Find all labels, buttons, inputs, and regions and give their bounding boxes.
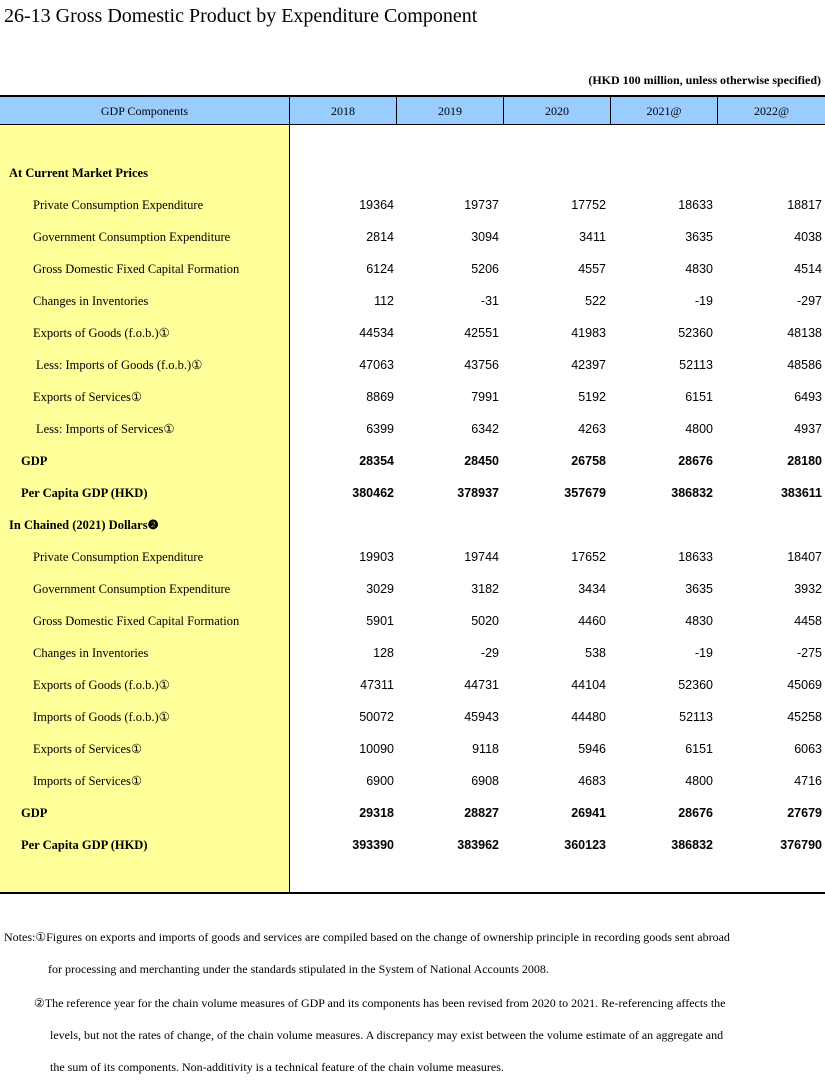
cell-value: 3434	[578, 582, 606, 596]
cell-value: 386832	[671, 838, 713, 852]
cell-value: 378937	[457, 486, 499, 500]
cell-value: 393390	[352, 838, 394, 852]
row-label: Private Consumption Expenditure	[33, 198, 204, 212]
cell-value: 52113	[679, 710, 713, 724]
cell-value: 5020	[471, 614, 499, 628]
row-label: Exports of Goods (f.o.b.)①	[33, 678, 170, 692]
cell-value: 48138	[787, 326, 822, 340]
cell-value: 28676	[678, 454, 713, 468]
cell-value: 18817	[787, 198, 822, 212]
cell-value: 17652	[571, 550, 606, 564]
cell-value: 18633	[678, 198, 713, 212]
table-row	[0, 829, 825, 861]
table-row	[0, 445, 825, 477]
cell-value: 7991	[471, 390, 499, 404]
gdp-table	[0, 95, 825, 893]
cell-value: 5192	[578, 390, 606, 404]
page-title: 26-13 Gross Domestic Product by Expenditure Component	[4, 5, 478, 27]
cell-value: -29	[480, 646, 499, 660]
header-year: 2019	[397, 97, 504, 125]
row-label: Exports of Goods (f.o.b.)①	[33, 326, 170, 340]
cell-value: 6900	[366, 774, 394, 788]
cell-value: 383611	[780, 486, 822, 500]
cell-value: 6908	[471, 774, 499, 788]
row-label: Imports of Goods (f.o.b.)①	[33, 710, 170, 724]
cell-value: 50072	[359, 710, 394, 724]
cell-value: 45069	[787, 678, 822, 692]
section-row	[0, 509, 825, 541]
row-label: Changes in Inventories	[33, 294, 149, 308]
cell-value: 4038	[794, 230, 822, 244]
cell-value: 6342	[471, 422, 499, 436]
cell-value: 52360	[678, 326, 713, 340]
row-label: Government Consumption Expenditure	[33, 230, 231, 244]
cell-value: 47311	[360, 678, 394, 692]
table-row	[0, 765, 825, 797]
cell-value: 44731	[464, 678, 499, 692]
cell-value: 44480	[571, 710, 606, 724]
row-label: Per Capita GDP (HKD)	[21, 838, 148, 852]
cell-value: 10090	[359, 742, 394, 756]
header-year: 2020	[504, 97, 611, 125]
cell-value: 28450	[464, 454, 499, 468]
cell-value: 360123	[564, 838, 606, 852]
cell-value: 6399	[366, 422, 394, 436]
cell-value: 19364	[359, 198, 394, 212]
table-row	[0, 541, 825, 573]
cell-value: 128	[373, 646, 394, 660]
table-row	[0, 669, 825, 701]
cell-value: 48586	[787, 358, 822, 372]
cell-value: 19737	[464, 198, 499, 212]
cell-value: 4557	[578, 262, 606, 276]
cell-value: 26941	[571, 806, 606, 820]
row-label: Less: Imports of Goods (f.o.b.)①	[36, 358, 203, 372]
cell-value: 376790	[780, 838, 822, 852]
cell-value: 47063	[359, 358, 394, 372]
cell-value: 42551	[464, 326, 499, 340]
cell-value: 386832	[671, 486, 713, 500]
cell-value: -31	[480, 294, 499, 308]
cell-value: 44104	[571, 678, 606, 692]
row-label: GDP	[21, 454, 48, 468]
cell-value: 52113	[679, 358, 713, 372]
cell-value: 5946	[578, 742, 606, 756]
cell-value: 27679	[787, 806, 822, 820]
header-year: 2021@	[611, 97, 718, 125]
cell-value: -275	[796, 646, 822, 660]
cell-value: 6151	[685, 390, 713, 404]
cell-value: 357679	[564, 486, 606, 500]
cell-value: 3411	[579, 230, 606, 244]
cell-value: 19903	[359, 550, 394, 564]
cell-value: 44534	[359, 326, 394, 340]
cell-value: 45943	[464, 710, 499, 724]
note-line: ②The reference year for the chain volume measures of GDP and its components has been revised from 2020 to 2021. Re-referencing affects the	[34, 996, 726, 1010]
header-year: 2022@	[753, 104, 790, 118]
cell-value: 28827	[464, 806, 499, 820]
cell-value: 5901	[366, 614, 394, 628]
header-components: GDP Components	[0, 97, 290, 125]
cell-value: 3635	[685, 230, 713, 244]
table-row	[0, 253, 825, 285]
cell-value: 42397	[571, 358, 606, 372]
row-label: Changes in Inventories	[33, 646, 149, 660]
table-row	[0, 733, 825, 765]
cell-value: 4937	[794, 422, 822, 436]
table-row	[0, 605, 825, 637]
cell-value: 4800	[685, 422, 713, 436]
section-label: At Current Market Prices	[9, 166, 148, 180]
table-bottom-rule	[0, 892, 825, 894]
cell-value: 6151	[685, 742, 713, 756]
row-label: Exports of Services①	[33, 390, 143, 404]
cell-value: 18407	[787, 550, 822, 564]
cell-value: 4514	[794, 262, 822, 276]
cell-value: 29318	[359, 806, 394, 820]
row-label: Per Capita GDP (HKD)	[21, 486, 148, 500]
note-line: the sum of its components. Non-additivity is a technical feature of the chain volume measures.	[50, 1060, 504, 1074]
table-row	[0, 285, 825, 317]
cell-value: 6493	[794, 390, 822, 404]
row-label: Imports of Services①	[33, 774, 143, 788]
cell-value: 3635	[685, 582, 713, 596]
row-label: Less: Imports of Services①	[36, 422, 175, 436]
table-row	[0, 349, 825, 381]
cell-value: -19	[694, 646, 713, 660]
table-row	[0, 701, 825, 733]
row-label: Gross Domestic Fixed Capital Formation	[33, 262, 240, 276]
cell-value: 4460	[578, 614, 606, 628]
section-label: In Chained (2021) Dollars❷	[9, 518, 159, 532]
cell-value: 6063	[794, 742, 822, 756]
table-row	[0, 189, 825, 221]
table-row	[0, 381, 825, 413]
cell-value: 4458	[794, 614, 822, 628]
row-label: Exports of Services①	[33, 742, 143, 756]
cell-value: 4830	[685, 614, 713, 628]
table-row	[0, 637, 825, 669]
table-row	[0, 221, 825, 253]
unit-note: (HKD 100 million, unless otherwise specified)	[588, 73, 821, 87]
cell-value: 28180	[787, 454, 822, 468]
cell-value: 2814	[366, 230, 394, 244]
cell-value: 26758	[571, 454, 606, 468]
cell-value: 4716	[794, 774, 822, 788]
cell-value: 52360	[678, 678, 713, 692]
cell-value: 28354	[359, 454, 394, 468]
table-row	[0, 573, 825, 605]
row-label: Private Consumption Expenditure	[33, 550, 204, 564]
table-row	[0, 413, 825, 445]
cell-value: 3932	[794, 582, 822, 596]
cell-value: -297	[796, 294, 822, 308]
cell-value: 43756	[464, 358, 499, 372]
cell-value: 4263	[578, 422, 606, 436]
cell-value: 522	[585, 294, 606, 308]
cell-value: 538	[585, 646, 606, 660]
cell-value: 3182	[471, 582, 499, 596]
cell-value: 383962	[457, 838, 499, 852]
cell-value: 28676	[678, 806, 713, 820]
cell-value: 112	[374, 294, 394, 308]
cell-value: -19	[694, 294, 713, 308]
note-line: for processing and merchanting under the standards stipulated in the System of National Accounts 2008.	[48, 962, 549, 976]
cell-value: 45258	[787, 710, 822, 724]
cell-value: 5206	[471, 262, 499, 276]
cell-value: 18633	[678, 550, 713, 564]
row-label: Gross Domestic Fixed Capital Formation	[33, 614, 240, 628]
table-row	[0, 797, 825, 829]
row-label: GDP	[21, 806, 48, 820]
cell-value: 3029	[366, 582, 394, 596]
cell-value: 17752	[571, 198, 606, 212]
cell-value: 4830	[685, 262, 713, 276]
cell-value: 3094	[471, 230, 499, 244]
table-row	[0, 317, 825, 349]
cell-value: 4800	[685, 774, 713, 788]
table-row	[0, 477, 825, 509]
row-label: Government Consumption Expenditure	[33, 582, 231, 596]
cell-value: 8869	[366, 390, 394, 404]
table-header	[0, 95, 825, 125]
header-year: 2018	[290, 97, 397, 125]
cell-value: 19744	[464, 550, 499, 564]
cell-value: 41983	[571, 326, 606, 340]
cell-value: 6124	[366, 262, 394, 276]
note-line: Notes:①Figures on exports and imports of goods and services are compiled based on the change of ownership principle in recording goods sent abroad	[4, 930, 730, 944]
note-line: levels, but not the rates of change, of the chain volume measures. A discrepancy may exist between the volume estimate of an aggregate and	[50, 1028, 724, 1042]
section-row	[0, 157, 825, 189]
cell-value: 9118	[472, 742, 499, 756]
cell-value: 4683	[578, 774, 606, 788]
cell-value: 380462	[352, 486, 394, 500]
